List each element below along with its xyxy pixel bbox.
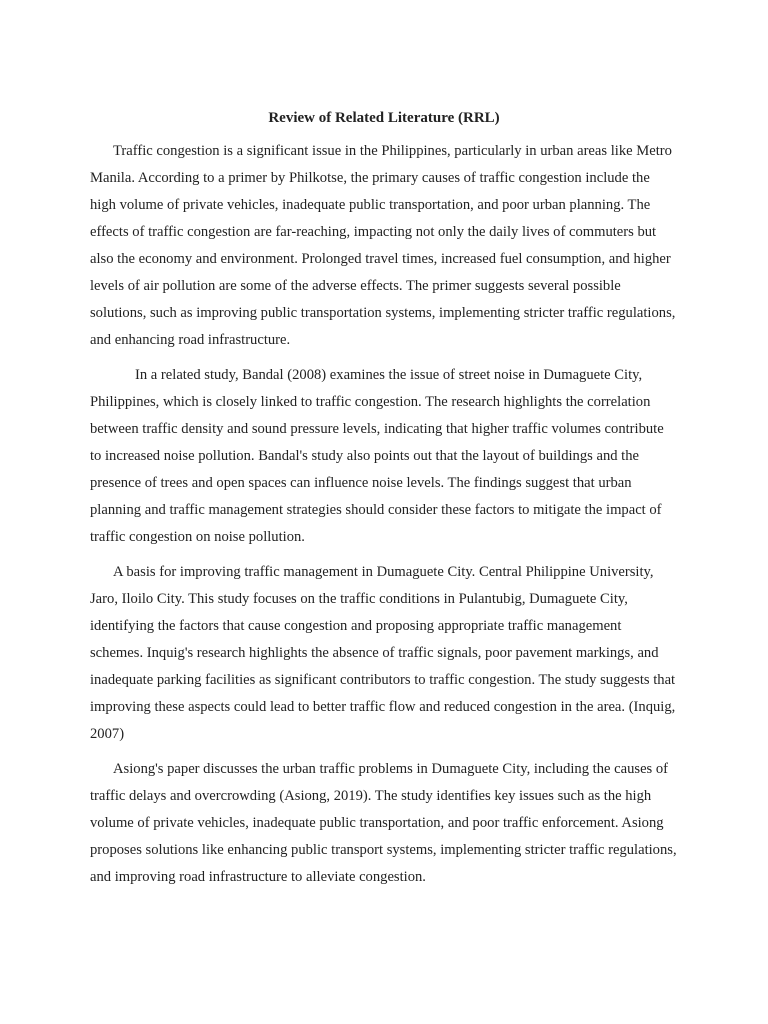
paragraph-asiong-study: Asiong's paper discusses the urban traffic problems in Dumaguete City, including the causes of traffic delays and overcrowding (Asiong, 2019). The study identifies key issues such as the high volume of private vehicles, inadequate public transportation, and poor traffic enforcement. Asiong proposes solutions like enhancing public transport systems, implementing stricter traffic regulations, and improving road infrastructure to alleviate congestion. (90, 761, 677, 885)
paragraph-bandal-study: In a related study, Bandal (2008) examines the issue of street noise in Dumaguete City, Philippines, which is closely linked to traffic congestion. The research highlights the correlation between traffic density and sound pressure levels, indicating that higher traffic volumes contribute to increased noise pollution. Bandal's study also points out that the layout of buildings and the presence of trees and open spaces can influence noise levels. The findings suggest that urban planning and traffic management strategies should consider these factors to mitigate the impact of traffic congestion on noise pollution. (90, 367, 664, 545)
paragraph-inquig-study: A basis for improving traffic management in Dumaguete City. Central Philippine University, Jaro, Iloilo City. This study focuses on the traffic conditions in Pulantubig, Dumaguete City, identifying the factors that cause congestion and proposing appropriate traffic management schemes. Inquig's research highlights the absence of traffic signals, poor pavement markings, and inadequate parking facilities as significant contributors to traffic congestion. The study suggests that improving these aspects could lead to better traffic flow and reduced congestion in the area. (Inquig, 2007) (90, 564, 676, 742)
paragraph-traffic-congestion-overview: Traffic congestion is a significant issue in the Philippines, particularly in urban areas like Metro Manila. According to a primer by Philkotse, the primary causes of traffic congestion include the high volume of private vehicles, inadequate public transportation, and poor urban planning. The effects of traffic congestion are far-reaching, impacting not only the daily lives of commuters but also the economy and environment. Prolonged travel times, increased fuel consumption, and higher levels of air pollution are some of the adverse effects. The primer suggests several possible solutions, such as improving public transportation systems, implementing stricter traffic regulations, and enhancing road infrastructure. (90, 143, 676, 348)
document-title: Review of Related Literature (RRL) (268, 110, 500, 126)
document-page (90, 106, 678, 899)
